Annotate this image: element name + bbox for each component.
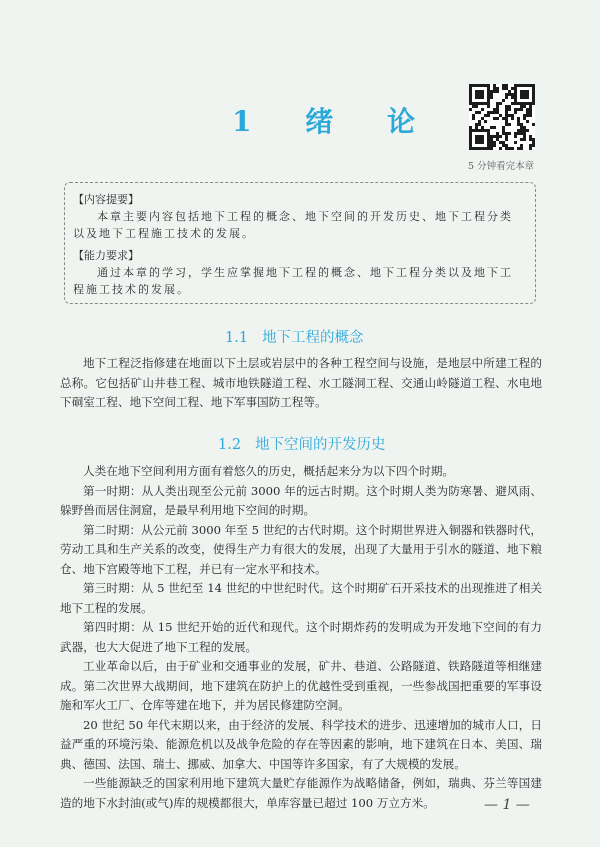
ability-requirement-heading: 【能力要求】 — [73, 249, 139, 262]
paragraph: 第二时期：从公元前 3000 年至 5 世纪的古代时期。这个时期世界进入铜器和铁器时代，劳动工具和生产关系的改变，使得生产力有很大的发展，出现了大量用于引水的隧道、地下粮仓、地下宫殿等地下工程，并已有一定水平和技术。 — [60, 522, 542, 576]
content-summary-text: 本章主要内容包括地下工程的概念、地下空间的开发历史、地下工程分类以及地下工程施工技术的发展。 — [73, 210, 513, 240]
paragraph: 第一时期：从人类出现至公元前 3000 年的远古时期。这个时期人类为防寒暑、避风雨、躲野兽而居住洞窟，是最早利用地下空间的时期。 — [60, 483, 542, 517]
section-number: 1.2 — [218, 437, 242, 453]
paragraph: 一些能源缺乏的国家利用地下建筑大量贮存能源作为战略储备，例如，瑞典、芬兰等国建造的地下水封油(或气)库的规模都很大，单库容量已超过 100 万立方米。 — [60, 776, 542, 810]
paragraph: 第三时期：从 5 世纪至 14 世纪的中世纪时代。这个时期矿石开采技术的出现推进了相关地下工程的发展。 — [60, 581, 542, 615]
page-number: — 1 — — [484, 797, 530, 813]
section-heading-1-1 — [225, 326, 364, 347]
qr-code-graphic — [469, 84, 535, 150]
paragraph: 20 世纪 50 年代末期以来，由于经济的发展、科学技术的进步、迅速增加的城市人口，日益严重的环境污染、能源危机以及战争危险的存在等因素的影响，地下建筑在日本、美国、瑞典、德国、法国、瑞士、挪威、加拿大、中国等许多国家，有了大规模的发展。 — [60, 717, 542, 771]
section-title: 地下工程的概念 — [262, 330, 364, 346]
section-title: 地下空间的开发历史 — [255, 437, 386, 453]
paragraph: 人类在地下空间利用方面有着悠久的历史，概括起来分为以下四个时期。 — [83, 464, 455, 478]
ability-requirement-text: 通过本章的学习，学生应掌握地下工程的概念、地下工程分类以及地下工程施工技术的发展。 — [73, 266, 513, 296]
paragraph: 第四时期：从 15 世纪开始的近代和现代。这个时期炸药的发明成为开发地下空间的有力武器，也大大促进了地下工程的发展。 — [60, 620, 542, 654]
summary-box — [64, 182, 536, 304]
paragraph: 工业革命以后，由于矿业和交通事业的发展，矿井、巷道、公路隧道、铁路隧道等相继建成。第二次世界大战期间，地下建筑在防护上的优越性受到重视，一些参战国把重要的军事设施和军火工厂、仓库等建在地下，并为居民修建防空洞。 — [60, 659, 542, 712]
section-1-2-body — [60, 462, 542, 813]
content-summary-heading: 【内容提要】 — [73, 193, 139, 206]
chapter-title: 1 绪 论 — [232, 105, 437, 138]
section-heading-1-2 — [218, 433, 386, 454]
paragraph: 地下工程泛指修建在地面以下土层或岩层中的各种工程空间与设施，是地层中所建工程的总称。它包括矿山井巷工程、城市地铁隧道工程、水工隧洞工程、交通山岭隧道工程、水电地下硐室工程、地下空间工程、地下军事国防工程等。 — [60, 356, 542, 409]
section-1-1-body — [60, 354, 542, 413]
section-number: 1.1 — [225, 330, 249, 346]
qr-caption: 5 分钟看完本章 — [468, 161, 535, 172]
qr-code-icon[interactable] — [469, 84, 535, 150]
